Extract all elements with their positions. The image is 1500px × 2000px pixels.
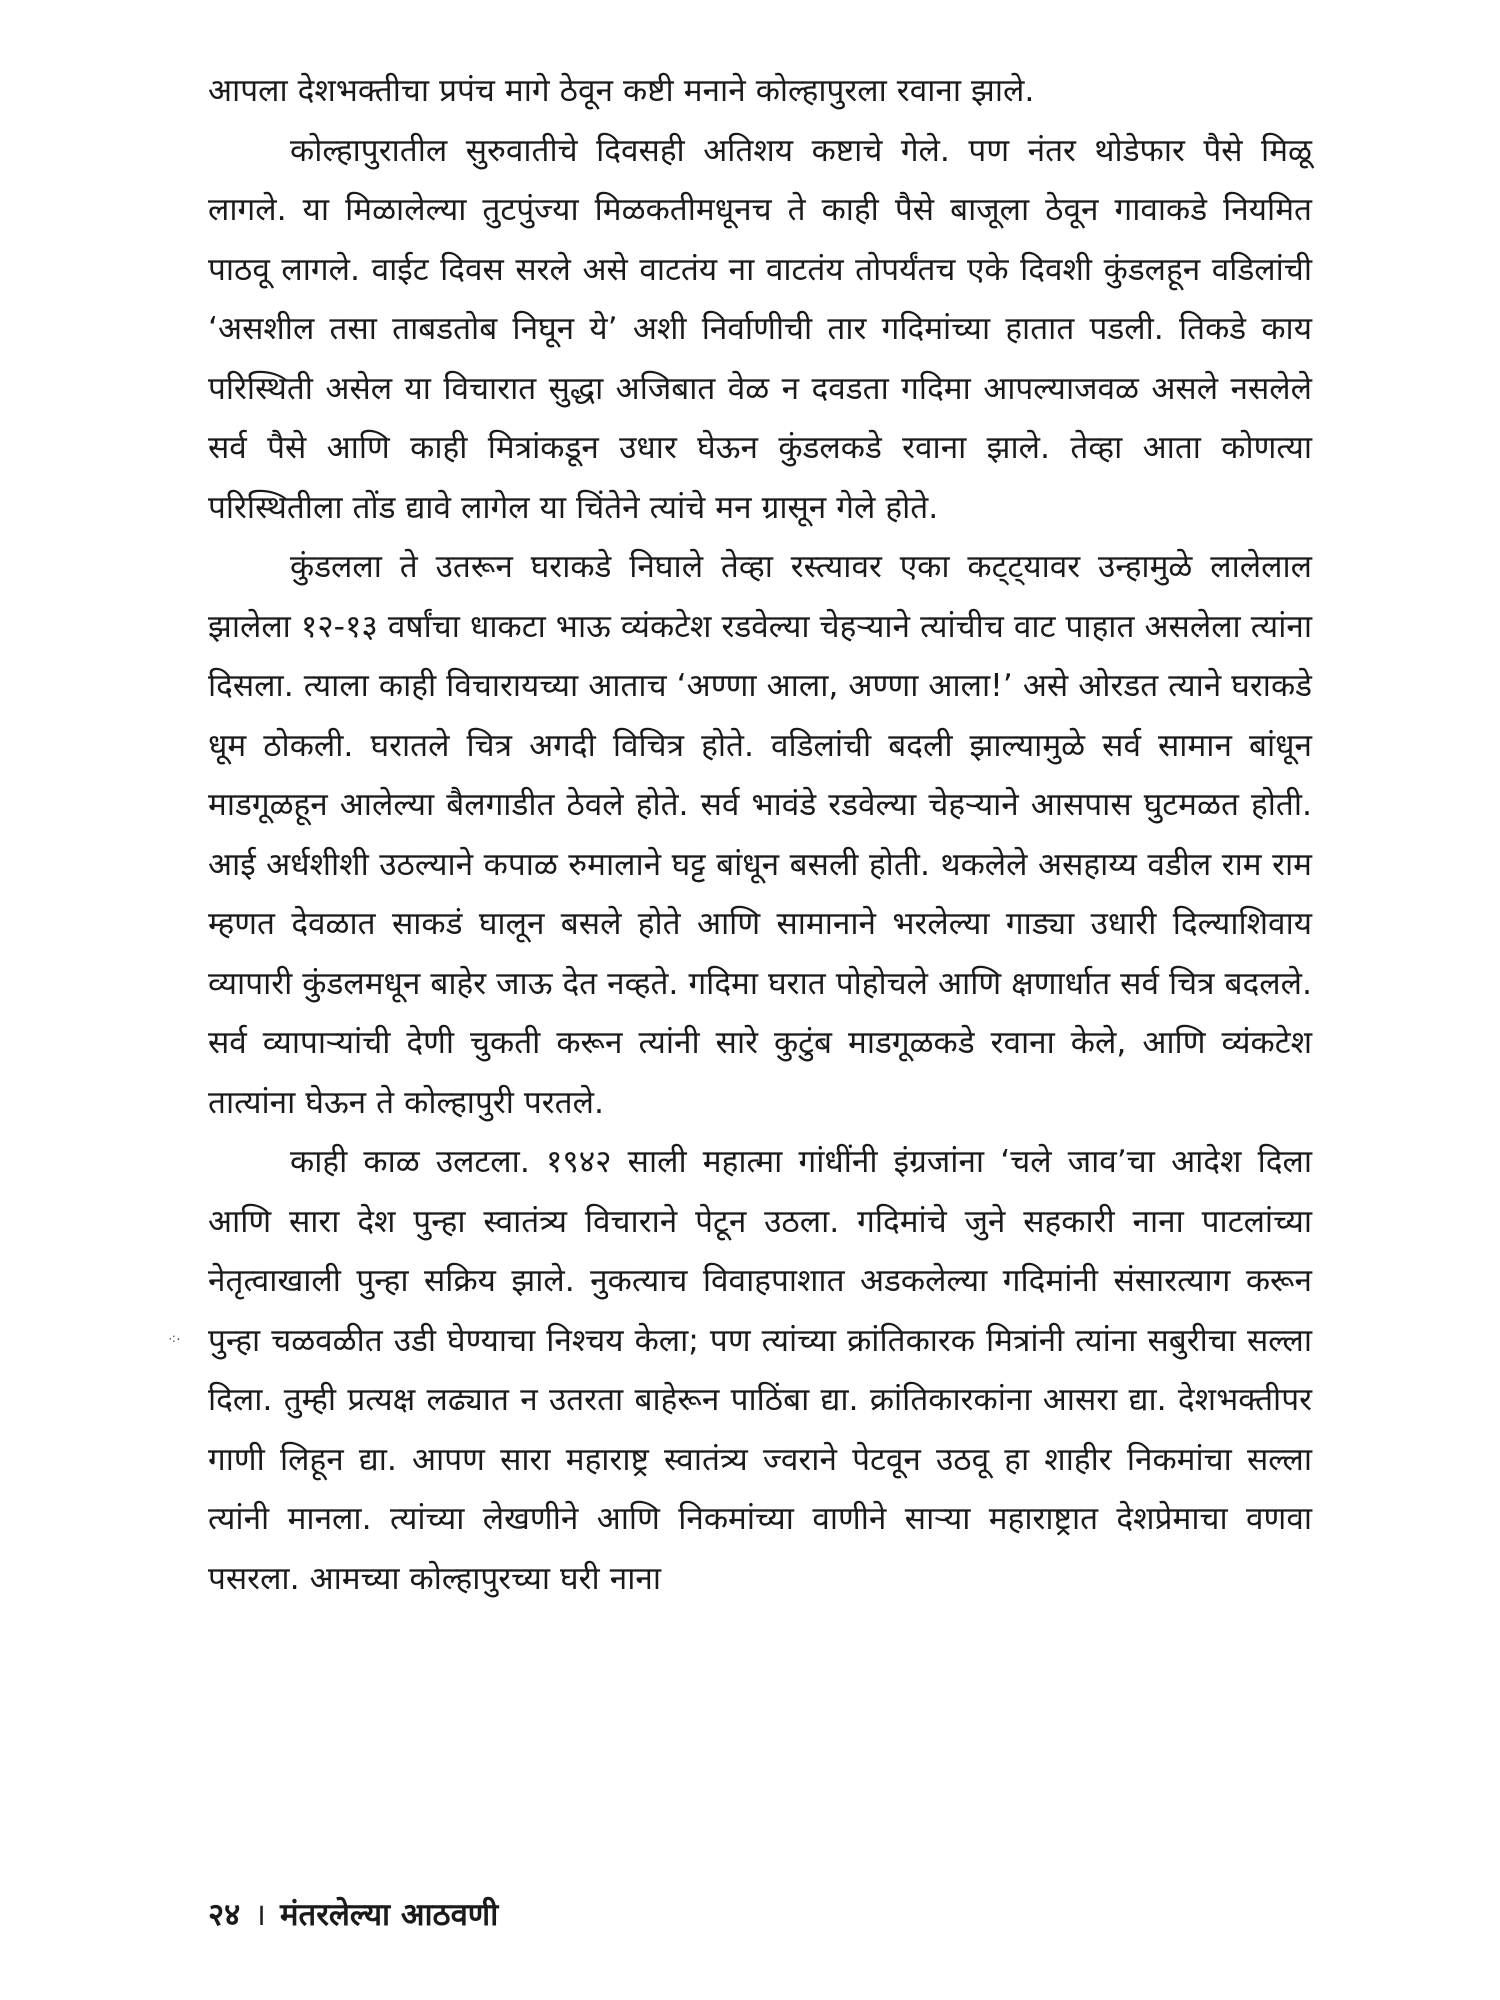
footer-separator: ।: [254, 1897, 266, 1933]
paragraph-1: आपला देशभक्तीचा प्रपंच मागे ठेवून कष्टी मनाने कोल्हापुरला रवाना झाले.: [208, 73, 1035, 109]
paragraph-4: काही काळ उलटला. १९४२ साली महात्मा गांधींनी इंग्रजांना ‘चले जाव’चा आदेश दिला आणि सारा देश पुन्हा स्वातंत्र्य विचाराने पेटून उठला. गदिमांचे जुने सहकारी नाना पाटलांच्या नेतृत्वाखाली पुन्हा सक्रिय झाले. नुकत्याच विवाहपाशात अडकलेल्या गदिमांनी संसारत्याग करून पुन्हा चळवळीत उडी घेण्याचा निश्चय केला; पण त्यांच्या क्रांतिकारक मित्रांनी त्यांना सबुरीचा सल्ला दिला. तुम्ही प्रत्यक्ष लढ्यात न उतरता बाहेरून पाठिंबा द्या. क्रांतिकारकांना आसरा द्या. देशभक्तीपर गाणी लिहून द्या. आपण सारा महाराष्ट्र स्वातंत्र्य ज्वराने पेटवून उठवू हा शाहीर निकमांचा सल्ला त्यांनी मानला. त्यांच्या लेखणीने आणि निकमांच्या वाणीने साऱ्या महाराष्ट्रात देशप्रेमाचा वणवा पसरला. आमच्या कोल्हापुरच्या घरी नाना: [208, 1144, 1312, 1597]
page-footer: [208, 1895, 498, 1935]
page-body-text: [208, 62, 1312, 1609]
page-number: २४: [208, 1897, 241, 1933]
book-title: मंतरलेल्या आठवणी: [280, 1897, 499, 1933]
scan-speck-mark: ⁖·: [168, 1332, 181, 1348]
paragraph-2: कोल्हापुरातील सुरुवातीचे दिवसही अतिशय कष्टाचे गेले. पण नंतर थोडेफार पैसे मिळू लागले. या मिळालेल्या तुटपुंज्या मिळकतीमधूनच ते काही पैसे बाजूला ठेवून गावाकडे नियमित पाठवू लागले. वाईट दिवस सरले असे वाटतंय ना वाटतंय तोपर्यंतच एके दिवशी कुंडलहून वडिलांची ‘असशील तसा ताबडतोब निघून ये’ अशी निर्वाणीची तार गदिमांच्या हातात पडली. तिकडे काय परिस्थिती असेल या विचारात सुद्धा अजिबात वेळ न दवडता गदिमा आपल्याजवळ असले नसलेले सर्व पैसे आणि काही मित्रांकडून उधार घेऊन कुंडलकडे रवाना झाले. तेव्हा आता कोणत्या परिस्थितीला तोंड द्यावे लागेल या चिंतेने त्यांचे मन ग्रासून गेले होते.: [208, 132, 1312, 526]
paragraph-3: कुंडलला ते उतरून घराकडे निघाले तेव्हा रस्त्यावर एका कट्ट्यावर उन्हामुळे लालेलाल झालेला १२-१३ वर्षांचा धाकटा भाऊ व्यंकटेश रडवेल्या चेहऱ्याने त्यांचीच वाट पाहात असलेला त्यांना दिसला. त्याला काही विचारायच्या आताच ‘अण्णा आला, अण्णा आला!’ असे ओरडत त्याने घराकडे धूम ठोकली. घरातले चित्र अगदी विचित्र होते. वडिलांची बदली झाल्यामुळे सर्व सामान बांधून माडगूळहून आलेल्या बैलगाडीत ठेवले होते. सर्व भावंडे रडवेल्या चेहऱ्याने आसपास घुटमळत होती. आई अर्धशीशी उठल्याने कपाळ रुमालाने घट्ट बांधून बसली होती. थकलेले असहाय्य वडील राम राम म्हणत देवळात साकडं घालून बसले होते आणि सामानाने भरलेल्या गाड्या उधारी दिल्याशिवाय व्यापारी कुंडलमधून बाहेर जाऊ देत नव्हते. गदिमा घरात पोहोचले आणि क्षणार्धात सर्व चित्र बदलले. सर्व व्यापाऱ्यांची देणी चुकती करून त्यांनी सारे कुटुंब माडगूळकडे रवाना केले, आणि व्यंकटेश तात्यांना घेऊन ते कोल्हापुरी परतले.: [208, 549, 1312, 1121]
